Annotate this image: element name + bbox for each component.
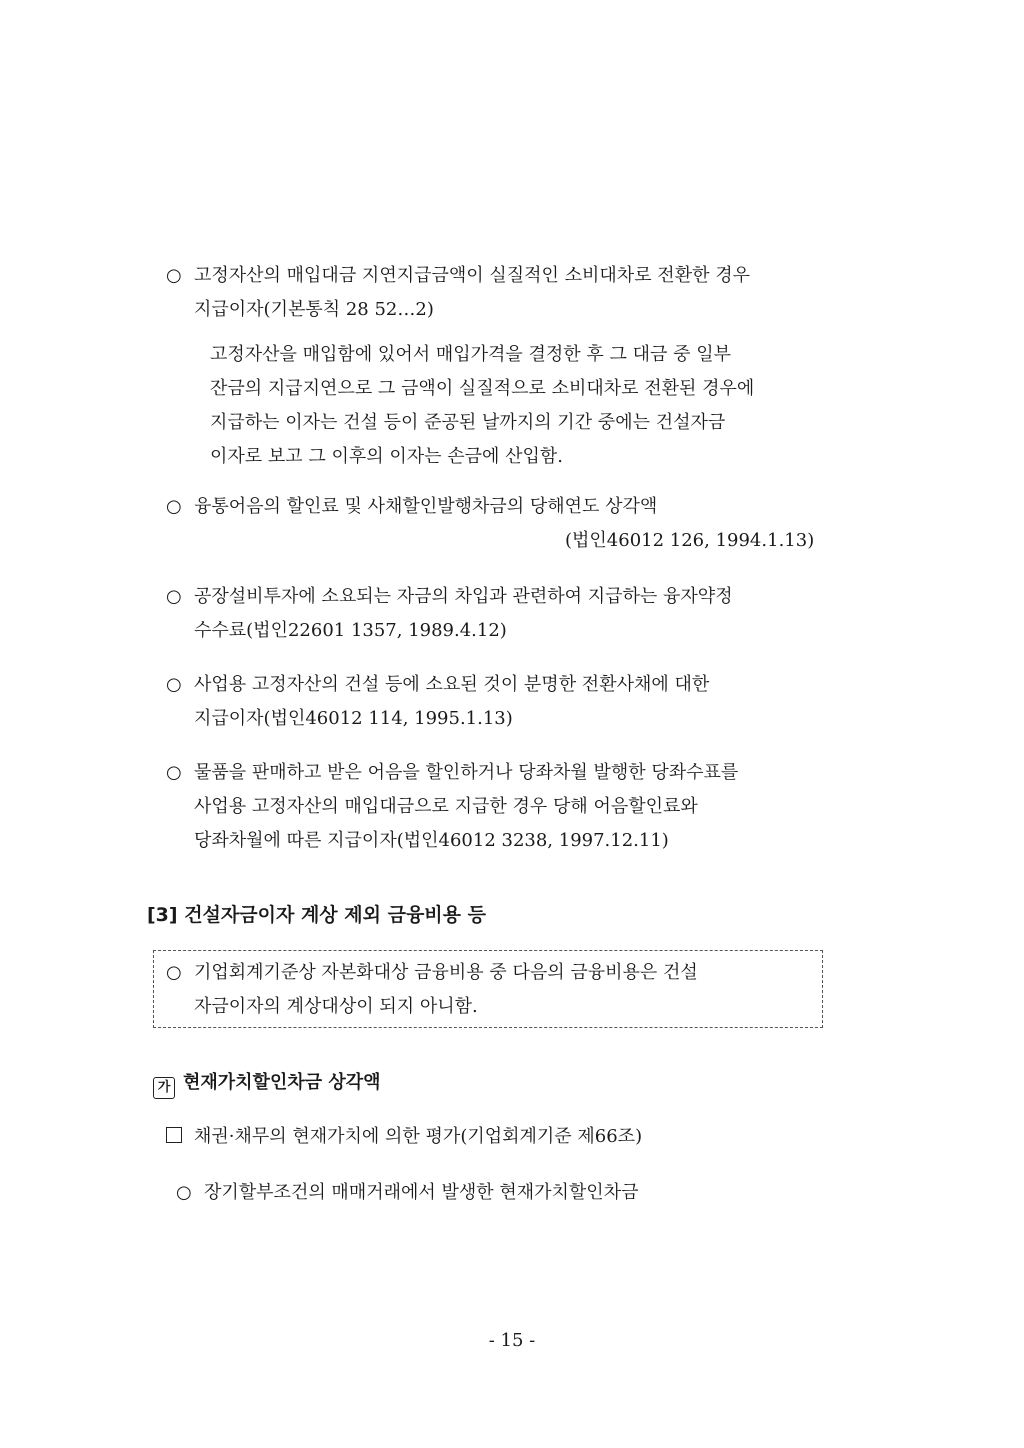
detail-paragraph-line: 고정자산을 매입함에 있어서 매입가격을 결정한 후 그 대금 중 일부 [210,344,731,365]
page-number: - 15 - [488,1330,536,1351]
subsection-title-text: 현재가치할인차금 상각액 [183,1072,381,1093]
detail-paragraph-line: 지급하는 이자는 건설 등이 준공된 날까지의 기간 중에는 건설자금 [210,412,726,433]
item-text: 고정자산의 매입대금 지연지급금액이 실질적인 소비대차로 전환한 경우 [194,265,750,286]
note-box [153,950,823,1028]
circle-bullet-icon: ○ [176,1182,192,1203]
note-text-continued: 자금이자의 계상대상이 되지 아니함. [194,996,478,1017]
item-text: 공장설비투자에 소요되는 자금의 차입과 관련하여 지급하는 융자약정 [194,586,733,607]
square-bullet-icon [166,1127,182,1143]
circle-bullet-icon: ○ [166,496,182,517]
item-text-continued: 당좌차월에 따른 지급이자(법인46012 3238, 1997.12.11) [194,830,669,851]
item-text: 융통어음의 할인료 및 사채할인발행차금의 당해연도 상각액 [194,496,658,517]
subsection-marker: 가 [153,1077,175,1099]
item-citation: (법인46012 126, 1994.1.13) [565,530,815,551]
subsection-title [153,1066,381,1100]
item-text-continued: 지급이자(법인46012 114, 1995.1.13) [194,708,513,729]
item-text-continued: 사업용 고정자산의 매입대금으로 지급한 경우 당해 어음할인료와 [194,796,698,817]
list-item [166,490,657,524]
item-text-continued: 수수료(법인22601 1357, 1989.4.12) [194,620,507,641]
note-line [166,956,698,990]
section-title: [3] 건설자금이자 계상 제외 금융비용 등 [147,904,486,926]
circle-bullet-icon: ○ [166,586,182,607]
item-text: 장기할부조건의 매매거래에서 발생한 현재가치할인차금 [204,1182,639,1203]
checkbox-item [166,1120,642,1154]
list-item [166,668,709,702]
circle-bullet-icon: ○ [166,674,182,695]
list-item [166,259,750,293]
list-item [166,580,733,614]
item-text-continued: 지급이자(기본통칙 28 52…2) [194,299,434,320]
item-text: 사업용 고정자산의 건설 등에 소요된 것이 분명한 전환사채에 대한 [194,674,710,695]
circle-bullet-icon: ○ [166,762,182,783]
checkbox-item-text: 채권·채무의 현재가치에 의한 평가(기업회계기준 제66조) [194,1126,643,1147]
circle-bullet-icon: ○ [166,265,182,286]
circle-bullet-icon: ○ [166,962,182,983]
item-text: 물품을 판매하고 받은 어음을 할인하거나 당좌차월 발행한 당좌수표를 [194,762,739,783]
note-text: 기업회계기준상 자본화대상 금융비용 중 다음의 금융비용은 건설 [194,962,698,983]
list-item [176,1176,638,1210]
detail-paragraph-line: 잔금의 지급지연으로 그 금액이 실질적으로 소비대차로 전환된 경우에 [210,378,755,399]
list-item [166,756,738,790]
detail-paragraph-line: 이자로 보고 그 이후의 이자는 손금에 산입함. [210,446,564,467]
